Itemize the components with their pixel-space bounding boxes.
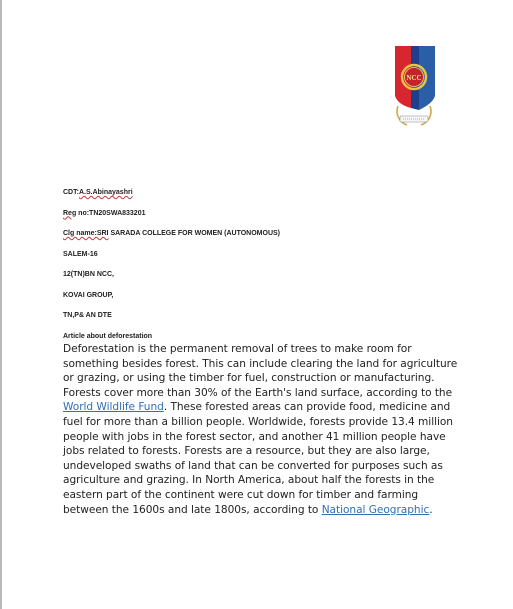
national-geographic-link[interactable]: National Geographic [321,503,430,516]
cadet-line [63,188,463,197]
page-left-edge [0,0,2,609]
subject-line: Article about deforestation [63,332,153,340]
article-body [63,342,458,517]
college-name: SARADA COLLEGE FOR WOMEN (AUTONOMOUS) [108,230,281,237]
article-text-3: . [429,503,433,516]
reg-number-line [63,209,463,218]
ncc-logo [389,44,439,130]
city-line: SALEM-16 [63,250,98,258]
directorate-line: TN,P& AN DTE [63,312,112,319]
world-wildlife-fund-link[interactable]: World Wildlife Fund [63,401,164,414]
cadet-details [63,188,463,351]
cadet-label: CDT: [63,189,79,196]
group-line: KOVAI GROUP, [63,291,114,299]
article-text-1: Deforestation is the permanent removal of trees to make room for something besides forest. This can include clearing the land for agriculture or grazing, or using the timber for fuel, construction or manufacturing. Forests cover more than 30% of the Earth's land surface, according to the [63,343,458,399]
college-label: Clg name:SRI [63,230,109,237]
college-name-line [63,229,463,238]
battalion-line: 12(TN)BN NCC, [63,271,114,278]
reg-number: no:TN20SWA833201 [76,209,146,217]
cadet-name: A.S.Abinayashri [78,189,133,196]
logo-text: NCC [406,74,422,82]
reg-label: Reg [63,209,77,217]
article-text-2: . These forested areas can provide food, medicine and fuel for more than a billion people. Worldwide, forests provide 13.4 million people with jobs in the forest sector, and another 41 million people have jobs related to forests. Forests are a resource, but they are also large, undeveloped swaths of land that can be converted for purposes such as agriculture and grazing. In North America, about half the forests in the eastern part of the continent were cut down for timber and farming between the 1600s and late 1800s, according to [63,401,453,516]
